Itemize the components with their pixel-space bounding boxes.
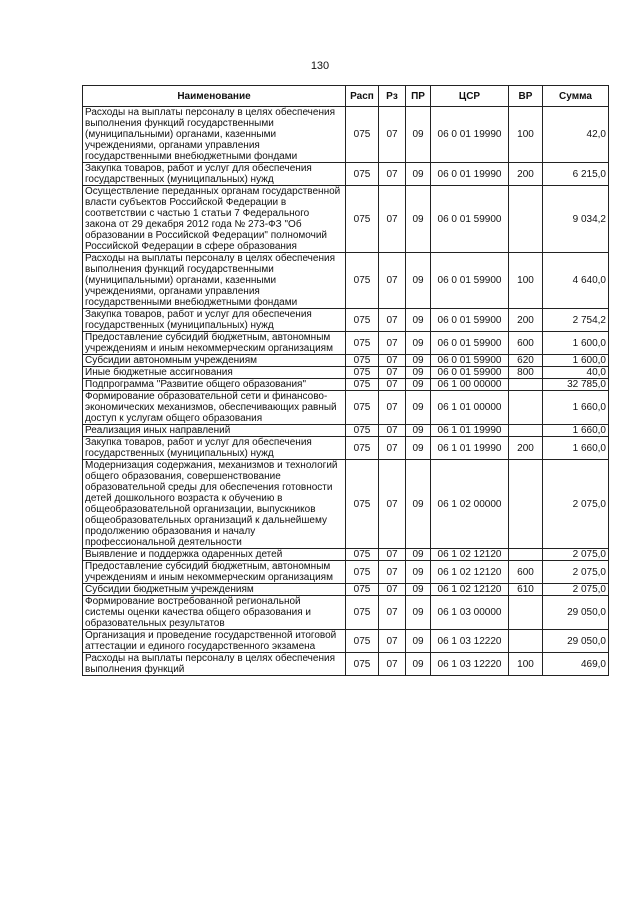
cell-csr: 06 1 01 00000 xyxy=(431,391,509,425)
cell-rz: 07 xyxy=(379,391,406,425)
cell-csr: 06 1 03 00000 xyxy=(431,596,509,630)
cell-rasp: 075 xyxy=(346,653,379,676)
cell-vr: 610 xyxy=(509,584,543,596)
cell-vr: 200 xyxy=(509,163,543,186)
header-sum: Сумма xyxy=(543,86,609,107)
cell-pr: 09 xyxy=(406,596,431,630)
cell-pr: 09 xyxy=(406,367,431,379)
cell-name: Реализация иных направлений xyxy=(83,425,346,437)
cell-sum: 6 215,0 xyxy=(543,163,609,186)
cell-sum: 2 075,0 xyxy=(543,549,609,561)
cell-rasp: 075 xyxy=(346,332,379,355)
cell-vr xyxy=(509,186,543,253)
table-row xyxy=(83,653,609,676)
header-rasp: Расп xyxy=(346,86,379,107)
cell-rz: 07 xyxy=(379,379,406,391)
cell-sum: 4 640,0 xyxy=(543,253,609,309)
cell-name: Формирование востребованной региональной системы оценки качества общего образования и образовательных результатов xyxy=(83,596,346,630)
cell-csr: 06 1 01 19990 xyxy=(431,437,509,460)
table-row xyxy=(83,437,609,460)
cell-vr xyxy=(509,596,543,630)
cell-sum: 2 075,0 xyxy=(543,460,609,549)
cell-rz: 07 xyxy=(379,425,406,437)
cell-name: Расходы на выплаты персоналу в целях обеспечения выполнения функций государственными (муниципальными) органами, казенными учреждениями, органами управления государственными внебюджетными фондами xyxy=(83,107,346,163)
cell-rasp: 075 xyxy=(346,309,379,332)
cell-vr: 620 xyxy=(509,355,543,367)
table-row xyxy=(83,163,609,186)
cell-rz: 07 xyxy=(379,332,406,355)
cell-csr: 06 1 00 00000 xyxy=(431,379,509,391)
cell-rz: 07 xyxy=(379,549,406,561)
cell-sum: 29 050,0 xyxy=(543,630,609,653)
table-row xyxy=(83,425,609,437)
cell-pr: 09 xyxy=(406,379,431,391)
table-row xyxy=(83,309,609,332)
cell-pr: 09 xyxy=(406,391,431,425)
cell-vr: 600 xyxy=(509,561,543,584)
cell-sum: 2 075,0 xyxy=(543,561,609,584)
cell-rasp: 075 xyxy=(346,596,379,630)
cell-name: Закупка товаров, работ и услуг для обеспечения государственных (муниципальных) нужд xyxy=(83,437,346,460)
table-row xyxy=(83,460,609,549)
cell-rasp: 075 xyxy=(346,253,379,309)
table-row xyxy=(83,584,609,596)
table-row xyxy=(83,561,609,584)
cell-rasp: 075 xyxy=(346,107,379,163)
cell-pr: 09 xyxy=(406,186,431,253)
cell-pr: 09 xyxy=(406,584,431,596)
cell-vr: 800 xyxy=(509,367,543,379)
cell-vr: 200 xyxy=(509,437,543,460)
budget-table xyxy=(82,85,609,676)
cell-name: Расходы на выплаты персоналу в целях обеспечения выполнения функций xyxy=(83,653,346,676)
cell-csr: 06 1 02 00000 xyxy=(431,460,509,549)
cell-name: Подпрограмма "Развитие общего образования" xyxy=(83,379,346,391)
cell-name: Закупка товаров, работ и услуг для обеспечения государственных (муниципальных) нужд xyxy=(83,309,346,332)
cell-pr: 09 xyxy=(406,253,431,309)
cell-rasp: 075 xyxy=(346,391,379,425)
cell-csr: 06 1 01 19990 xyxy=(431,425,509,437)
cell-sum: 2 075,0 xyxy=(543,584,609,596)
cell-vr xyxy=(509,425,543,437)
cell-rasp: 075 xyxy=(346,561,379,584)
cell-sum: 32 785,0 xyxy=(543,379,609,391)
cell-csr: 06 1 03 12220 xyxy=(431,653,509,676)
table-row xyxy=(83,367,609,379)
cell-name: Расходы на выплаты персоналу в целях обеспечения выполнения функций государственными (муниципальными) органами, казенными учреждениями, органами управления государственными внебюджетными фондами xyxy=(83,253,346,309)
cell-sum: 9 034,2 xyxy=(543,186,609,253)
cell-pr: 09 xyxy=(406,107,431,163)
cell-rz: 07 xyxy=(379,653,406,676)
cell-rasp: 075 xyxy=(346,437,379,460)
cell-vr xyxy=(509,391,543,425)
cell-sum: 1 660,0 xyxy=(543,437,609,460)
page-number: 130 xyxy=(310,60,330,72)
cell-rasp: 075 xyxy=(346,379,379,391)
table-row xyxy=(83,379,609,391)
cell-pr: 09 xyxy=(406,355,431,367)
cell-vr xyxy=(509,379,543,391)
cell-rz: 07 xyxy=(379,355,406,367)
cell-csr: 06 0 01 19990 xyxy=(431,107,509,163)
table-row xyxy=(83,391,609,425)
cell-rasp: 075 xyxy=(346,355,379,367)
table-row xyxy=(83,186,609,253)
cell-pr: 09 xyxy=(406,561,431,584)
cell-csr: 06 1 03 12220 xyxy=(431,630,509,653)
header-name: Наименование xyxy=(83,86,346,107)
cell-name: Субсидии автономным учреждениям xyxy=(83,355,346,367)
header-rz: Рз xyxy=(379,86,406,107)
cell-sum: 1 660,0 xyxy=(543,425,609,437)
cell-vr xyxy=(509,630,543,653)
cell-csr: 06 1 02 12120 xyxy=(431,561,509,584)
cell-sum: 469,0 xyxy=(543,653,609,676)
cell-vr: 600 xyxy=(509,332,543,355)
cell-rz: 07 xyxy=(379,163,406,186)
cell-name: Осуществление переданных органам государственной власти субъектов Российской Федерации в соответствии с частью 1 статьи 7 Федерального закона от 29 декабря 2012 года № 273-ФЗ "Об образовании в Российской Федерации" полномочий Российской Федерации в сфере образования xyxy=(83,186,346,253)
cell-csr: 06 1 02 12120 xyxy=(431,549,509,561)
cell-sum: 1 660,0 xyxy=(543,391,609,425)
cell-pr: 09 xyxy=(406,425,431,437)
cell-rz: 07 xyxy=(379,437,406,460)
cell-vr: 100 xyxy=(509,253,543,309)
cell-name: Выявление и поддержка одаренных детей xyxy=(83,549,346,561)
table-header-row xyxy=(83,86,609,107)
cell-rz: 07 xyxy=(379,596,406,630)
cell-name: Предоставление субсидий бюджетным, автономным учреждениям и иным некоммерческим организациям xyxy=(83,332,346,355)
cell-rz: 07 xyxy=(379,107,406,163)
cell-sum: 1 600,0 xyxy=(543,332,609,355)
cell-rz: 07 xyxy=(379,253,406,309)
cell-vr xyxy=(509,549,543,561)
cell-name: Формирование образовательной сети и финансово-экономических механизмов, обеспечивающих равный доступ к услугам общего образования xyxy=(83,391,346,425)
cell-csr: 06 0 01 59900 xyxy=(431,355,509,367)
cell-rz: 07 xyxy=(379,584,406,596)
cell-pr: 09 xyxy=(406,549,431,561)
cell-vr: 100 xyxy=(509,653,543,676)
cell-sum: 40,0 xyxy=(543,367,609,379)
cell-name: Иные бюджетные ассигнования xyxy=(83,367,346,379)
cell-rz: 07 xyxy=(379,186,406,253)
cell-vr: 200 xyxy=(509,309,543,332)
table-row xyxy=(83,549,609,561)
header-pr: ПР xyxy=(406,86,431,107)
cell-rasp: 075 xyxy=(346,163,379,186)
table-body xyxy=(83,107,609,676)
cell-pr: 09 xyxy=(406,653,431,676)
cell-rz: 07 xyxy=(379,309,406,332)
cell-name: Предоставление субсидий бюджетным, автономным учреждениям и иным некоммерческим организациям xyxy=(83,561,346,584)
cell-sum: 29 050,0 xyxy=(543,596,609,630)
cell-csr: 06 0 01 59900 xyxy=(431,309,509,332)
cell-rasp: 075 xyxy=(346,425,379,437)
cell-csr: 06 1 02 12120 xyxy=(431,584,509,596)
table-row xyxy=(83,596,609,630)
cell-rasp: 075 xyxy=(346,584,379,596)
cell-name: Организация и проведение государственной итоговой аттестации и единого государственного экзамена xyxy=(83,630,346,653)
cell-rz: 07 xyxy=(379,561,406,584)
cell-rz: 07 xyxy=(379,367,406,379)
cell-sum: 42,0 xyxy=(543,107,609,163)
cell-rasp: 075 xyxy=(346,460,379,549)
cell-pr: 09 xyxy=(406,309,431,332)
cell-pr: 09 xyxy=(406,332,431,355)
table-row xyxy=(83,107,609,163)
cell-pr: 09 xyxy=(406,460,431,549)
cell-rasp: 075 xyxy=(346,186,379,253)
table-row xyxy=(83,332,609,355)
cell-rasp: 075 xyxy=(346,549,379,561)
cell-rasp: 075 xyxy=(346,630,379,653)
cell-csr: 06 0 01 19990 xyxy=(431,163,509,186)
cell-rz: 07 xyxy=(379,460,406,549)
cell-csr: 06 0 01 59900 xyxy=(431,332,509,355)
table-row xyxy=(83,355,609,367)
cell-pr: 09 xyxy=(406,163,431,186)
cell-pr: 09 xyxy=(406,630,431,653)
cell-csr: 06 0 01 59900 xyxy=(431,367,509,379)
cell-name: Модернизация содержания, механизмов и технологий общего образования, совершенствование образовательной среды для обеспечения готовности детей дошкольного возраста к обучению в общеобразовательной организации, выпускников общеобразовательных организаций к дальнейшему продолжению образования и началу профессиональной деятельности xyxy=(83,460,346,549)
header-vr: ВР xyxy=(509,86,543,107)
cell-rasp: 075 xyxy=(346,367,379,379)
cell-csr: 06 0 01 59900 xyxy=(431,186,509,253)
cell-vr: 100 xyxy=(509,107,543,163)
cell-name: Субсидии бюджетным учреждениям xyxy=(83,584,346,596)
cell-csr: 06 0 01 59900 xyxy=(431,253,509,309)
table-row xyxy=(83,253,609,309)
cell-pr: 09 xyxy=(406,437,431,460)
cell-name: Закупка товаров, работ и услуг для обеспечения государственных (муниципальных) нужд xyxy=(83,163,346,186)
cell-sum: 2 754,2 xyxy=(543,309,609,332)
header-csr: ЦСР xyxy=(431,86,509,107)
cell-sum: 1 600,0 xyxy=(543,355,609,367)
cell-rz: 07 xyxy=(379,630,406,653)
cell-vr xyxy=(509,460,543,549)
table-row xyxy=(83,630,609,653)
